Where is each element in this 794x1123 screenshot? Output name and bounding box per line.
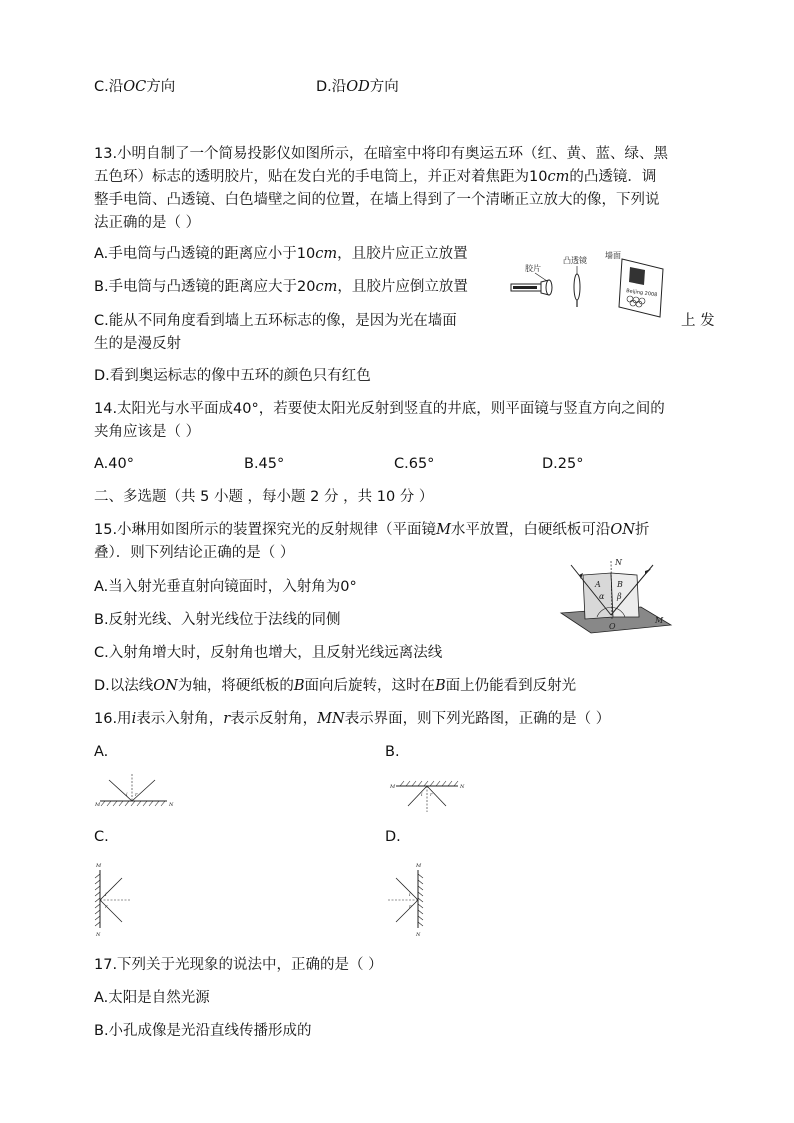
svg-text:r: r [409, 904, 412, 910]
q13-stem-line1: 13.小明自制了一个简易投影仪如图所示，在暗室中将印有奥运五环（红、黄、蓝、绿、黑 [94, 146, 669, 162]
svg-text:M: M [96, 863, 102, 869]
svg-text:i: i [105, 892, 107, 898]
q16-option-d-label: D. [385, 829, 401, 845]
q17-option-b: B.小孔成像是光沿直线传播形成的 [94, 1023, 312, 1039]
q15-option-c: C.入射角增大时，反射角也增大，且反射光线远离法线 [94, 645, 443, 661]
q13-option-a: A.手电筒与凸透镜的距离应小于10cm，且胶片应正立放置 [94, 246, 468, 262]
q16-diagram-c [90, 860, 140, 938]
q15-option-d: D.以法线ON为轴，将硬纸板的B面向后旋转，这时在B面上仍能看到反射光 [94, 678, 577, 694]
svg-text:N: N [416, 932, 421, 938]
wall-screen-icon [619, 259, 663, 317]
q14-option-a: A.40° [94, 456, 134, 472]
q13-projector-figure [505, 245, 720, 320]
svg-text:i: i [126, 792, 128, 798]
q12-option-d: D.沿OD方向 [316, 79, 399, 95]
q14-option-b: B.45° [244, 456, 285, 472]
q15-option-a: A.当入射光垂直射向镜面时，入射角为0° [94, 579, 357, 595]
flashlight-icon [511, 273, 552, 295]
svg-text:M: M [655, 616, 664, 625]
svg-text:i: i [421, 792, 423, 798]
svg-text:r: r [105, 904, 108, 910]
q15-option-b: B.反射光线、入射光线位于法线的同侧 [94, 612, 341, 628]
q16-diagram-b [388, 776, 468, 818]
q16-diagram-a [95, 768, 175, 810]
svg-text:A: A [595, 580, 601, 589]
q13-option-c-part2: 上 发 [681, 313, 715, 329]
q15-reflection-figure [553, 555, 678, 635]
q13-option-d: D.看到奥运标志的像中五环的颜色只有红色 [94, 368, 371, 384]
svg-text:M: M [95, 802, 101, 808]
svg-text:M: M [416, 863, 422, 869]
q15-stem-line1: 15.小琳用如图所示的装置探究光的反射规律（平面镜M水平放置，白硬纸板可沿ON折 [94, 522, 650, 538]
q16-option-a-label: A. [94, 744, 109, 760]
q16-stem: 16.用i表示入射角，r表示反射角，MN表示界面，则下列光路图，正确的是（ ） [94, 711, 611, 727]
q15-stem-line2: 叠）．则下列结论正确的是（ ） [94, 545, 295, 561]
label-lens: 凸透镜 [563, 256, 587, 265]
svg-text:N: N [460, 784, 465, 790]
svg-text:N: N [615, 558, 622, 567]
q13-option-c-part3: 生的是漫反射 [94, 336, 181, 352]
q14-option-c: C.65° [394, 456, 435, 472]
q16-option-b-label: B. [385, 744, 400, 760]
q13-option-c-part1: C.能从不同角度看到墙上五环标志的像，是因为光在墙面 [94, 313, 457, 329]
q14-stem-line1: 14.太阳光与水平面成40°，若要使太阳光反射到竖直的井底，则平面镜与竖直方向之间的 [94, 401, 665, 417]
svg-text:Beijing 2008: Beijing 2008 [625, 288, 658, 299]
q13-stem-line4: 法正确的是（ ） [94, 215, 201, 231]
svg-text:N: N [169, 802, 174, 808]
svg-text:β: β [617, 592, 622, 601]
svg-text:M: M [390, 784, 396, 790]
q13-option-b: B.手电筒与凸透镜的距离应大于20cm，且胶片应倒立放置 [94, 279, 468, 295]
convex-lens-icon [574, 266, 580, 307]
svg-text:i: i [409, 892, 411, 898]
svg-text:N: N [96, 932, 101, 938]
svg-text:α: α [599, 592, 605, 601]
q16-diagram-d [380, 860, 430, 938]
q17-option-a: A.太阳是自然光源 [94, 990, 210, 1006]
q13-stem-line3: 整手电筒、凸透镜、白色墙壁之间的位置，在墙上得到了一个清晰正立放大的像，下列说 [94, 192, 660, 208]
q14-stem-line2: 夹角应该是（ ） [94, 424, 201, 440]
svg-text:B: B [617, 580, 623, 589]
svg-text:r: r [430, 792, 433, 798]
label-wall: 墙面 [605, 251, 621, 260]
q16-option-c-label: C. [94, 829, 109, 845]
q17-stem: 17.下列关于光现象的说法中，正确的是（ ） [94, 957, 383, 973]
q12-option-c: C.沿OC方向 [94, 79, 176, 95]
q13-stem-line2: 五色环）标志的透明胶片，贴在发白光的手电筒上，并正对着焦距为10cm的凸透镜．调 [94, 169, 657, 185]
section-title-multi-choice: 二、多选题（共 5 小题 ，每小题 2 分 ，共 10 分 ） [94, 489, 434, 505]
svg-text:O: O [609, 622, 616, 631]
q14-option-d: D.25° [542, 456, 584, 472]
label-film: 胶片 [525, 264, 541, 273]
svg-text:r: r [135, 792, 138, 798]
